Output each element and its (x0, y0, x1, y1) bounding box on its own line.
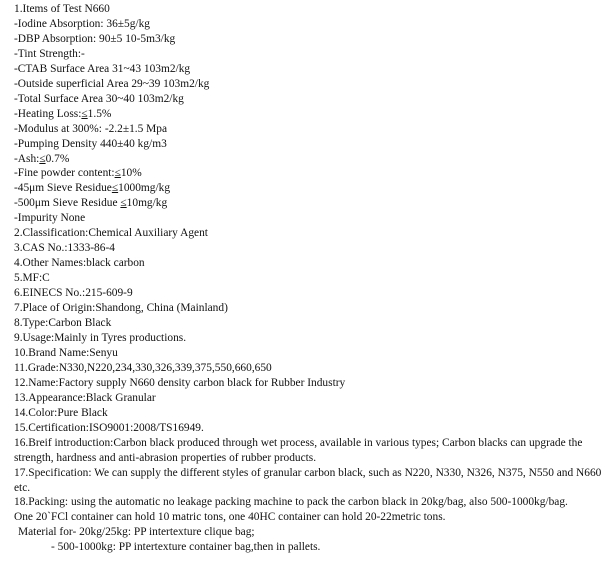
packing-material-line: Material for- 20kg/25kg: PP intertexture clique bag; (18, 526, 255, 539)
spec-value: Carbon Black (48, 317, 112, 330)
test-item-value: 29~39 103m2/kg (131, 77, 210, 90)
spec-place-of-origin (14, 301, 604, 316)
spec-value: Black Granular (85, 391, 156, 404)
brief-label: 16.Breif introduction: (14, 436, 114, 449)
test-item-label: -500μm Sieve Residue (14, 197, 121, 210)
spec-grade (14, 361, 604, 376)
packing-label: 18.Packing: (14, 496, 71, 509)
spec-other-names (14, 256, 604, 271)
spec-mf (14, 271, 604, 286)
test-item-value: 10% (120, 167, 142, 180)
test-item-value: 10mg/kg (126, 197, 168, 210)
test-item-symbol: ≤ (39, 152, 46, 165)
test-item-label: -Heating Loss: (14, 107, 82, 120)
specification-label: 17.Specification: (14, 466, 95, 479)
spec-label: 10.Brand Name: (14, 346, 90, 359)
spec-label: 14.Color: (14, 406, 58, 419)
test-item-value: 1000mg/kg (118, 182, 171, 195)
test-item-value: None (60, 212, 86, 225)
spec-appearance (14, 391, 604, 406)
spec-color (14, 406, 604, 421)
spec-value: 215-609-9 (85, 287, 133, 300)
test-item-500um-sieve-residue (14, 196, 604, 211)
test-item-fine-powder-content (14, 166, 604, 181)
brief-introduction (14, 436, 604, 466)
test-item-label: -45μm Sieve Residue (14, 182, 112, 195)
packing-material-line-2: - 500-1000kg: PP intertexture container bag,then in pallets. (51, 541, 321, 554)
test-item-45um-sieve-residue (14, 181, 604, 196)
spec-label: 13.Appearance: (14, 391, 86, 404)
spec-value: N330,N220,234,330,326,339,375,550,660,650 (58, 361, 272, 374)
test-item-label: -DBP Absorption: (14, 32, 100, 45)
test-item-symbol: ≤ (111, 182, 119, 195)
test-item-symbol: ≤ (81, 107, 88, 120)
test-item-ash (14, 152, 604, 167)
test-item-value: 36±5g/kg (106, 17, 150, 30)
test-item-tint-strength (14, 47, 604, 62)
test-item-value: -2.2±1.5 Mpa (104, 122, 168, 135)
spec-label: 6.EINECS No.: (14, 287, 86, 300)
spec-value: black carbon (86, 257, 145, 270)
spec-value: 1333-86-4 (67, 242, 115, 255)
spec-type (14, 316, 604, 331)
test-item-value: 31~43 103m2/kg (112, 62, 191, 75)
test-item-ctab-surface-area (14, 62, 604, 77)
spec-list (14, 226, 604, 435)
spec-label: 7.Place of Origin: (14, 302, 96, 315)
test-item-value: 0.7% (45, 152, 70, 165)
packing-text: using the automatic no leakage packing machine to pack the carbon black in 20kg/bag, also 500-1000kg/bag. (70, 496, 568, 509)
test-item-value: - (81, 47, 85, 60)
items-of-test-heading: 1.Items of Test N660 (14, 3, 110, 15)
test-item-outside-superficial-area (14, 77, 604, 92)
brief-text: Carbon black produced through wet process, available in various types; Carbon blacks can upgrade the strength, hardness and anti-abrasion properties of rubber products. (14, 436, 583, 464)
test-item-label: -Outside superficial Area (14, 77, 132, 90)
spec-brand-name (14, 346, 604, 361)
packing-container-line: One 20`FCl container can hold 10 matric tons, one 40HC container can hold 20-22metric tons. (14, 511, 446, 524)
spec-value: Pure Black (57, 406, 108, 419)
spec-label: 4.Other Names: (14, 257, 87, 270)
specification-text: We can supply the different styles of granular carbon black, such as N220, N330, N326, N375, N550 and N660 etc. (14, 466, 602, 494)
test-item-iodine-absorption (14, 17, 604, 32)
spec-cas-no (14, 241, 604, 256)
test-item-value: 30~40 103m2/kg (105, 92, 184, 105)
spec-label: 8.Type: (14, 317, 49, 330)
test-item-dbp-absorption (14, 32, 604, 47)
items-of-test-list (14, 17, 604, 226)
spec-value: Senyu (89, 346, 118, 359)
specification-paragraph (14, 466, 604, 496)
test-item-impurity (14, 211, 604, 226)
spec-label: 3.CAS No.: (14, 242, 68, 255)
test-item-value: 1.5% (87, 107, 112, 120)
spec-usage (14, 331, 604, 346)
spec-label: 15.Certification: (14, 421, 89, 434)
test-item-modulus (14, 122, 604, 137)
spec-certification (14, 421, 604, 436)
test-item-value: 440±40 kg/m3 (100, 137, 167, 150)
test-item-symbol: ≤ (114, 167, 121, 180)
spec-label: 5.MF: (14, 272, 43, 285)
test-item-label: -Pumping Density (14, 137, 101, 150)
packing-paragraph (14, 495, 604, 510)
test-item-pumping-density (14, 137, 604, 152)
test-item-total-surface-area (14, 92, 604, 107)
spec-einecs-no (14, 286, 604, 301)
spec-label: 12.Name: (14, 376, 59, 389)
spec-name (14, 376, 604, 391)
test-item-label: -Impurity (14, 212, 61, 225)
test-item-heating-loss (14, 107, 604, 122)
test-item-label: -Modulus at 300%: (14, 122, 105, 135)
spec-value: Mainly in Tyres productions. (54, 331, 187, 344)
test-item-value: 90±5 10-5m3/kg (99, 32, 176, 45)
spec-value: ISO9001:2008/TS16949. (88, 421, 204, 434)
spec-value: C (42, 272, 50, 285)
test-item-label: -CTAB Surface Area (14, 62, 113, 75)
test-item-label: -Fine powder content: (14, 167, 115, 180)
test-item-label: -Ash: (14, 152, 40, 165)
test-item-label: -Tint Strength: (14, 47, 81, 60)
spec-value: Chemical Auxiliary Agent (88, 227, 208, 240)
test-item-label: -Total Surface Area (14, 92, 106, 105)
test-item-label: -Iodine Absorption: (14, 17, 107, 30)
spec-label: 11.Grade: (14, 361, 59, 374)
spec-value: Shandong, China (Mainland) (95, 302, 228, 315)
spec-value: Factory supply N660 density carbon black for Rubber Industry (58, 376, 346, 389)
spec-classification (14, 226, 604, 241)
test-item-symbol: ≤ (120, 197, 127, 210)
spec-label: 2.Classification: (14, 227, 89, 240)
spec-label: 9.Usage: (14, 331, 55, 344)
